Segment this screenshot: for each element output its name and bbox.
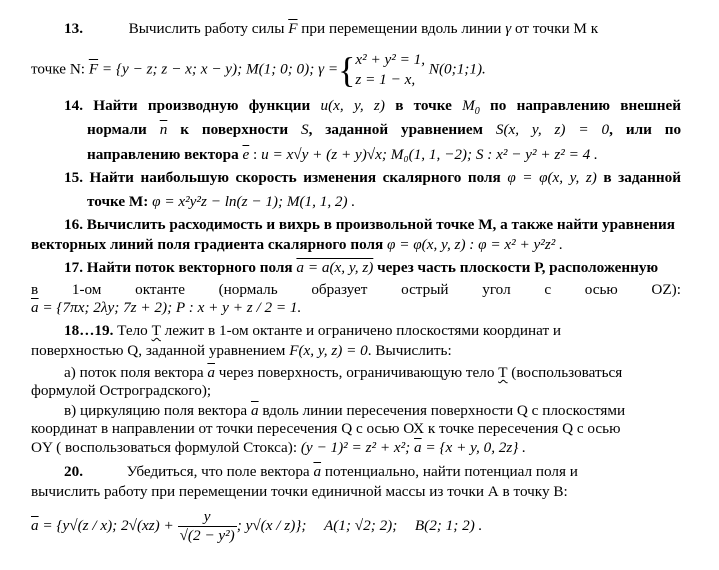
- problem-14-line1: 14. Найти производную функции u(x, y, z) в точке $M_0$ по направлению внешней: [64, 97, 681, 117]
- fraction: $\frac{y}{\text{√(2 − y²)}}$: [179, 508, 235, 545]
- problem-17-line3: $\overline{a} = \{7\pi x$; 2λy; 7z + 2); P : x + y + z / 2 = 1.: [31, 299, 302, 316]
- problem-16-line2: векторных линий поля градиента скалярного поля φ = φ(x, y, z) : φ = x² + y²z² .: [31, 236, 563, 253]
- problem-13-line2: точке N: $\overline{F} = \{y - z$; z − x; x − y); M(1; 0; 0); γ ={ x² + y² = 1, z = 1 − x, N(0;1;1).: [31, 50, 486, 90]
- problem-14-line2: нормали $\overline{n}$ к поверхности S, заданной уравнением S(x, y, z) = 0, или по: [87, 121, 682, 138]
- item-b-line1: в) циркуляцию поля вектора $\overline{a}$ вдоль линии пересечения поверхности Q с плоскостями: [64, 402, 626, 419]
- problem-20-line2: вычислить работу при перемещении точки единичной массы из точки А в точку В:: [31, 483, 568, 500]
- item-a-line2: формулой Остроградского);: [31, 382, 212, 399]
- problem-13-line1: 13. Вычислить работу силы $\overline{F}$ при перемещении вдоль линии γ от точки М к: [64, 20, 599, 37]
- item-a-line1: а) поток поля вектора $\overline{a}$ через поверхность, ограничивающую тело Т (воспользоваться: [64, 364, 623, 381]
- problem-18-line1: 18…19. Тело Т лежит в 1-ом октанте и ограничено плоскостями координат и: [64, 322, 562, 339]
- problem-number: 13.: [64, 20, 83, 37]
- problem-14-line3: направлению вектора $\overline{e}$ : u = x√y + (z + y)√x; M₀(1, 1, −2); S : x² − y² + z² = 4 .: [87, 146, 598, 163]
- problem-15-line1: 15. Найти наибольшую скорость изменения скалярного поля φ = φ(x, y, z) в заданной: [64, 169, 681, 186]
- problem-18-line2: поверхностью Q, заданной уравнением F(x, y, z) = 0. Вычислить:: [31, 342, 452, 359]
- problem-17-line2: в 1-ом октанте (нормаль образует острый угол с осью OZ):: [31, 281, 681, 298]
- item-b-line3: OY ( воспользоваться формулой Стокса): (y − 1)² = z² + x²; $\overline{a} = \{x + y$, 0, 2z} .: [31, 439, 526, 456]
- problem-15-line2: точке М: φ = x²y²z − ln(z − 1); M(1, 1, 2) .: [87, 193, 356, 210]
- problem-16-line1: 16. Вычислить расходимость и вихрь в произвольной точке М, а также найти уравнения: [64, 216, 676, 233]
- problem-20-line3: $\overline{a} = \{y√(z / x)$; 2√(xz) + $\frac{y}{\text{√(2 − y²)}}$ ; y√(x / z)}; A(1; √2; 2); B(2; 1; 2) .: [31, 508, 483, 545]
- problem-20-line1: 20. Убедиться, что поле вектора $\overline{a}$ потенциально, найти потенциал поля и: [64, 463, 578, 480]
- problem-17-line1: 17. Найти поток векторного поля a = a(x, y, z) через часть плоскости Р, расположенную: [64, 259, 659, 276]
- item-b-line2: координат в направлении от точки пересечения Q с осью ОХ к точке пересечения Q с осью: [31, 420, 621, 437]
- equation-system: x² + y² = 1, z = 1 − x,: [355, 51, 426, 88]
